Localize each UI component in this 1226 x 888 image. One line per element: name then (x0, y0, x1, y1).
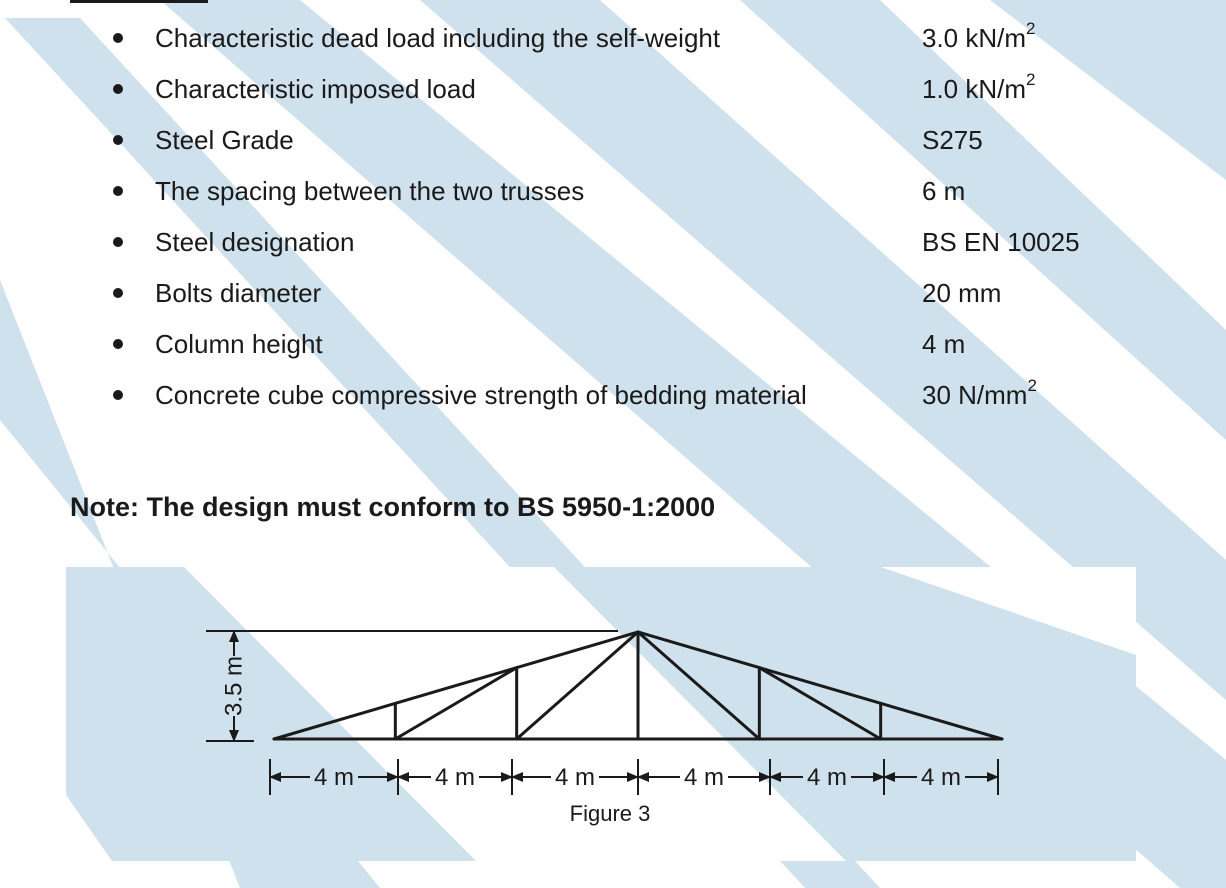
bullet-icon (113, 186, 123, 196)
spec-value (922, 70, 1036, 104)
spec-value (922, 376, 1037, 410)
spec-value-exponent: 2 (1027, 376, 1037, 396)
bullet-icon (113, 33, 123, 43)
bullet-icon (113, 84, 123, 94)
spec-label: The spacing between the two trusses (155, 176, 585, 206)
span-label: 4 m (313, 764, 355, 791)
spec-value (922, 329, 965, 359)
spec-label: Characteristic imposed load (155, 74, 476, 104)
spec-value-text: 20 mm (922, 278, 1002, 308)
spec-label: Column height (155, 329, 323, 359)
spec-row (0, 319, 1226, 370)
design-note: Note: The design must conform to BS 5950-1:2000 (70, 492, 716, 522)
top-rule (70, 0, 208, 3)
spec-value-text: 6 m (922, 176, 966, 206)
spec-label: Bolts diameter (155, 278, 322, 308)
span-label: 4 m (554, 764, 596, 791)
truss-figure (66, 567, 1136, 861)
spec-label: Steel designation (155, 227, 355, 257)
spec-value (922, 125, 983, 155)
span-label: 4 m (920, 764, 962, 791)
spec-label: Concrete cube compressive strength of bedding material (155, 380, 807, 410)
spec-value (922, 278, 1001, 308)
spec-value-text: 1.0 kN/m (922, 74, 1027, 104)
spec-value (922, 227, 1080, 257)
spec-value-exponent: 2 (1026, 19, 1036, 39)
bullet-icon (113, 237, 123, 247)
bullet-icon (113, 135, 123, 145)
spec-row (0, 13, 1226, 64)
figure-caption: Figure 3 (569, 801, 651, 826)
spec-value-text: 4 m (922, 329, 966, 359)
spec-row (0, 115, 1226, 166)
span-label: 4 m (683, 764, 725, 791)
span-label: 4 m (434, 764, 476, 791)
spec-value (922, 176, 965, 206)
spec-label: Characteristic dead load including the self-weight (155, 23, 721, 53)
truss-diagram (66, 567, 1136, 861)
bullet-icon (113, 339, 123, 349)
height-label: 3.5 m (220, 655, 248, 717)
bullet-icon (113, 390, 123, 400)
spec-value-text: 3.0 kN/m (922, 23, 1027, 53)
span-label: 4 m (806, 764, 848, 791)
spec-value-exponent: 2 (1026, 70, 1036, 90)
spec-value-text: BS EN 10025 (922, 227, 1080, 257)
spec-label: Steel Grade (155, 125, 294, 155)
spec-value (922, 19, 1036, 53)
spec-value-text: 30 N/mm (922, 380, 1028, 410)
spec-list (0, 13, 1226, 421)
spec-row (0, 64, 1226, 115)
spec-row (0, 217, 1226, 268)
spec-row (0, 166, 1226, 217)
spec-row (0, 268, 1226, 319)
spec-row (0, 370, 1226, 421)
spec-value-text: S275 (922, 125, 983, 155)
bullet-icon (113, 288, 123, 298)
